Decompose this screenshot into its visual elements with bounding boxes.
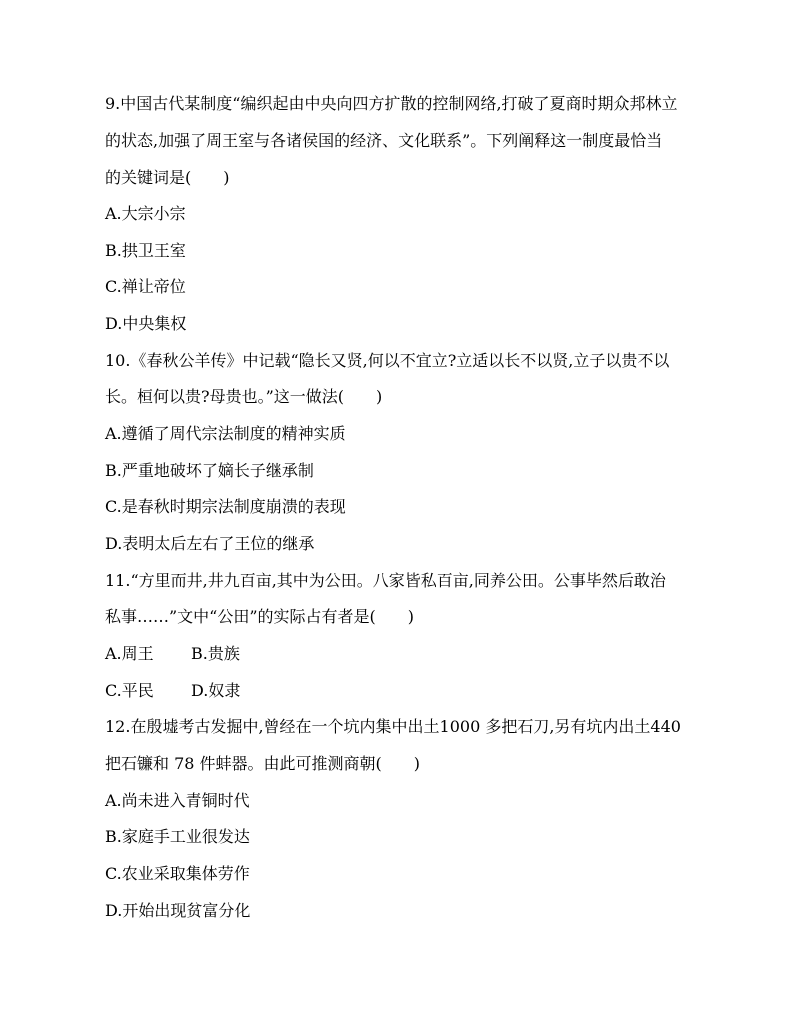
question-11-stem-line-2: 私事……”文中“公田”的实际占有者是( ) xyxy=(105,607,415,626)
question-10-option-d: D.表明太后左右了王位的继承 xyxy=(105,534,315,553)
question-9-option-c: C.禅让帝位 xyxy=(105,277,186,296)
question-9-option-d: D.中央集权 xyxy=(105,314,187,333)
question-9-stem-line-2: 的状态,加强了周王室与各诸侯国的经济、文化联系”。下列阐释这一制度最恰当 xyxy=(105,131,663,150)
question-10-option-c: C.是春秋时期宗法制度崩溃的表现 xyxy=(105,497,346,516)
question-11-stem-line-1: 11.“方里而井,井九百亩,其中为公田。八家皆私百亩,同养公田。公事毕然后敢治 xyxy=(105,571,666,590)
question-10-stem-line-1: 10.《春秋公羊传》中记载“隐长又贤,何以不宜立?立适以长不以贤,立子以贵不以 xyxy=(105,351,670,370)
question-12-option-c: C.农业采取集体劳作 xyxy=(105,864,250,883)
question-12-option-a: A.尚未进入青铜时代 xyxy=(105,791,250,810)
question-10-option-b: B.严重地破坏了嫡长子继承制 xyxy=(105,461,314,480)
question-12-stem-line-2: 把石镰和 78 件蚌器。由此可推测商朝( ) xyxy=(105,754,421,773)
question-12-option-b: B.家庭手工业很发达 xyxy=(105,827,250,846)
question-9-stem-line-3: 的关键词是( ) xyxy=(105,168,230,187)
question-10-stem-line-2: 长。桓何以贵?母贵也。”这一做法( ) xyxy=(105,387,383,406)
question-9-option-b: B.拱卫王室 xyxy=(105,241,186,260)
question-11-option-d: D.奴隶 xyxy=(191,681,241,700)
question-12-option-d: D.开始出现贫富分化 xyxy=(105,901,251,920)
question-10-option-a: A.遵循了周代宗法制度的精神实质 xyxy=(105,424,346,443)
question-11-option-a: A.周王 xyxy=(105,644,154,663)
question-9-stem-line-1: 9.中国古代某制度“编织起由中央向四方扩散的控制网络,打破了夏商时期众邦林立 xyxy=(105,94,678,113)
question-11-option-b: B.贵族 xyxy=(191,644,240,663)
question-12-stem-line-1: 12.在殷墟考古发掘中,曾经在一个坑内集中出土1000 多把石刀,另有坑内出土440 xyxy=(105,717,681,736)
question-11-option-c: C.平民 xyxy=(105,681,154,700)
question-9-option-a: A.大宗小宗 xyxy=(105,204,186,223)
